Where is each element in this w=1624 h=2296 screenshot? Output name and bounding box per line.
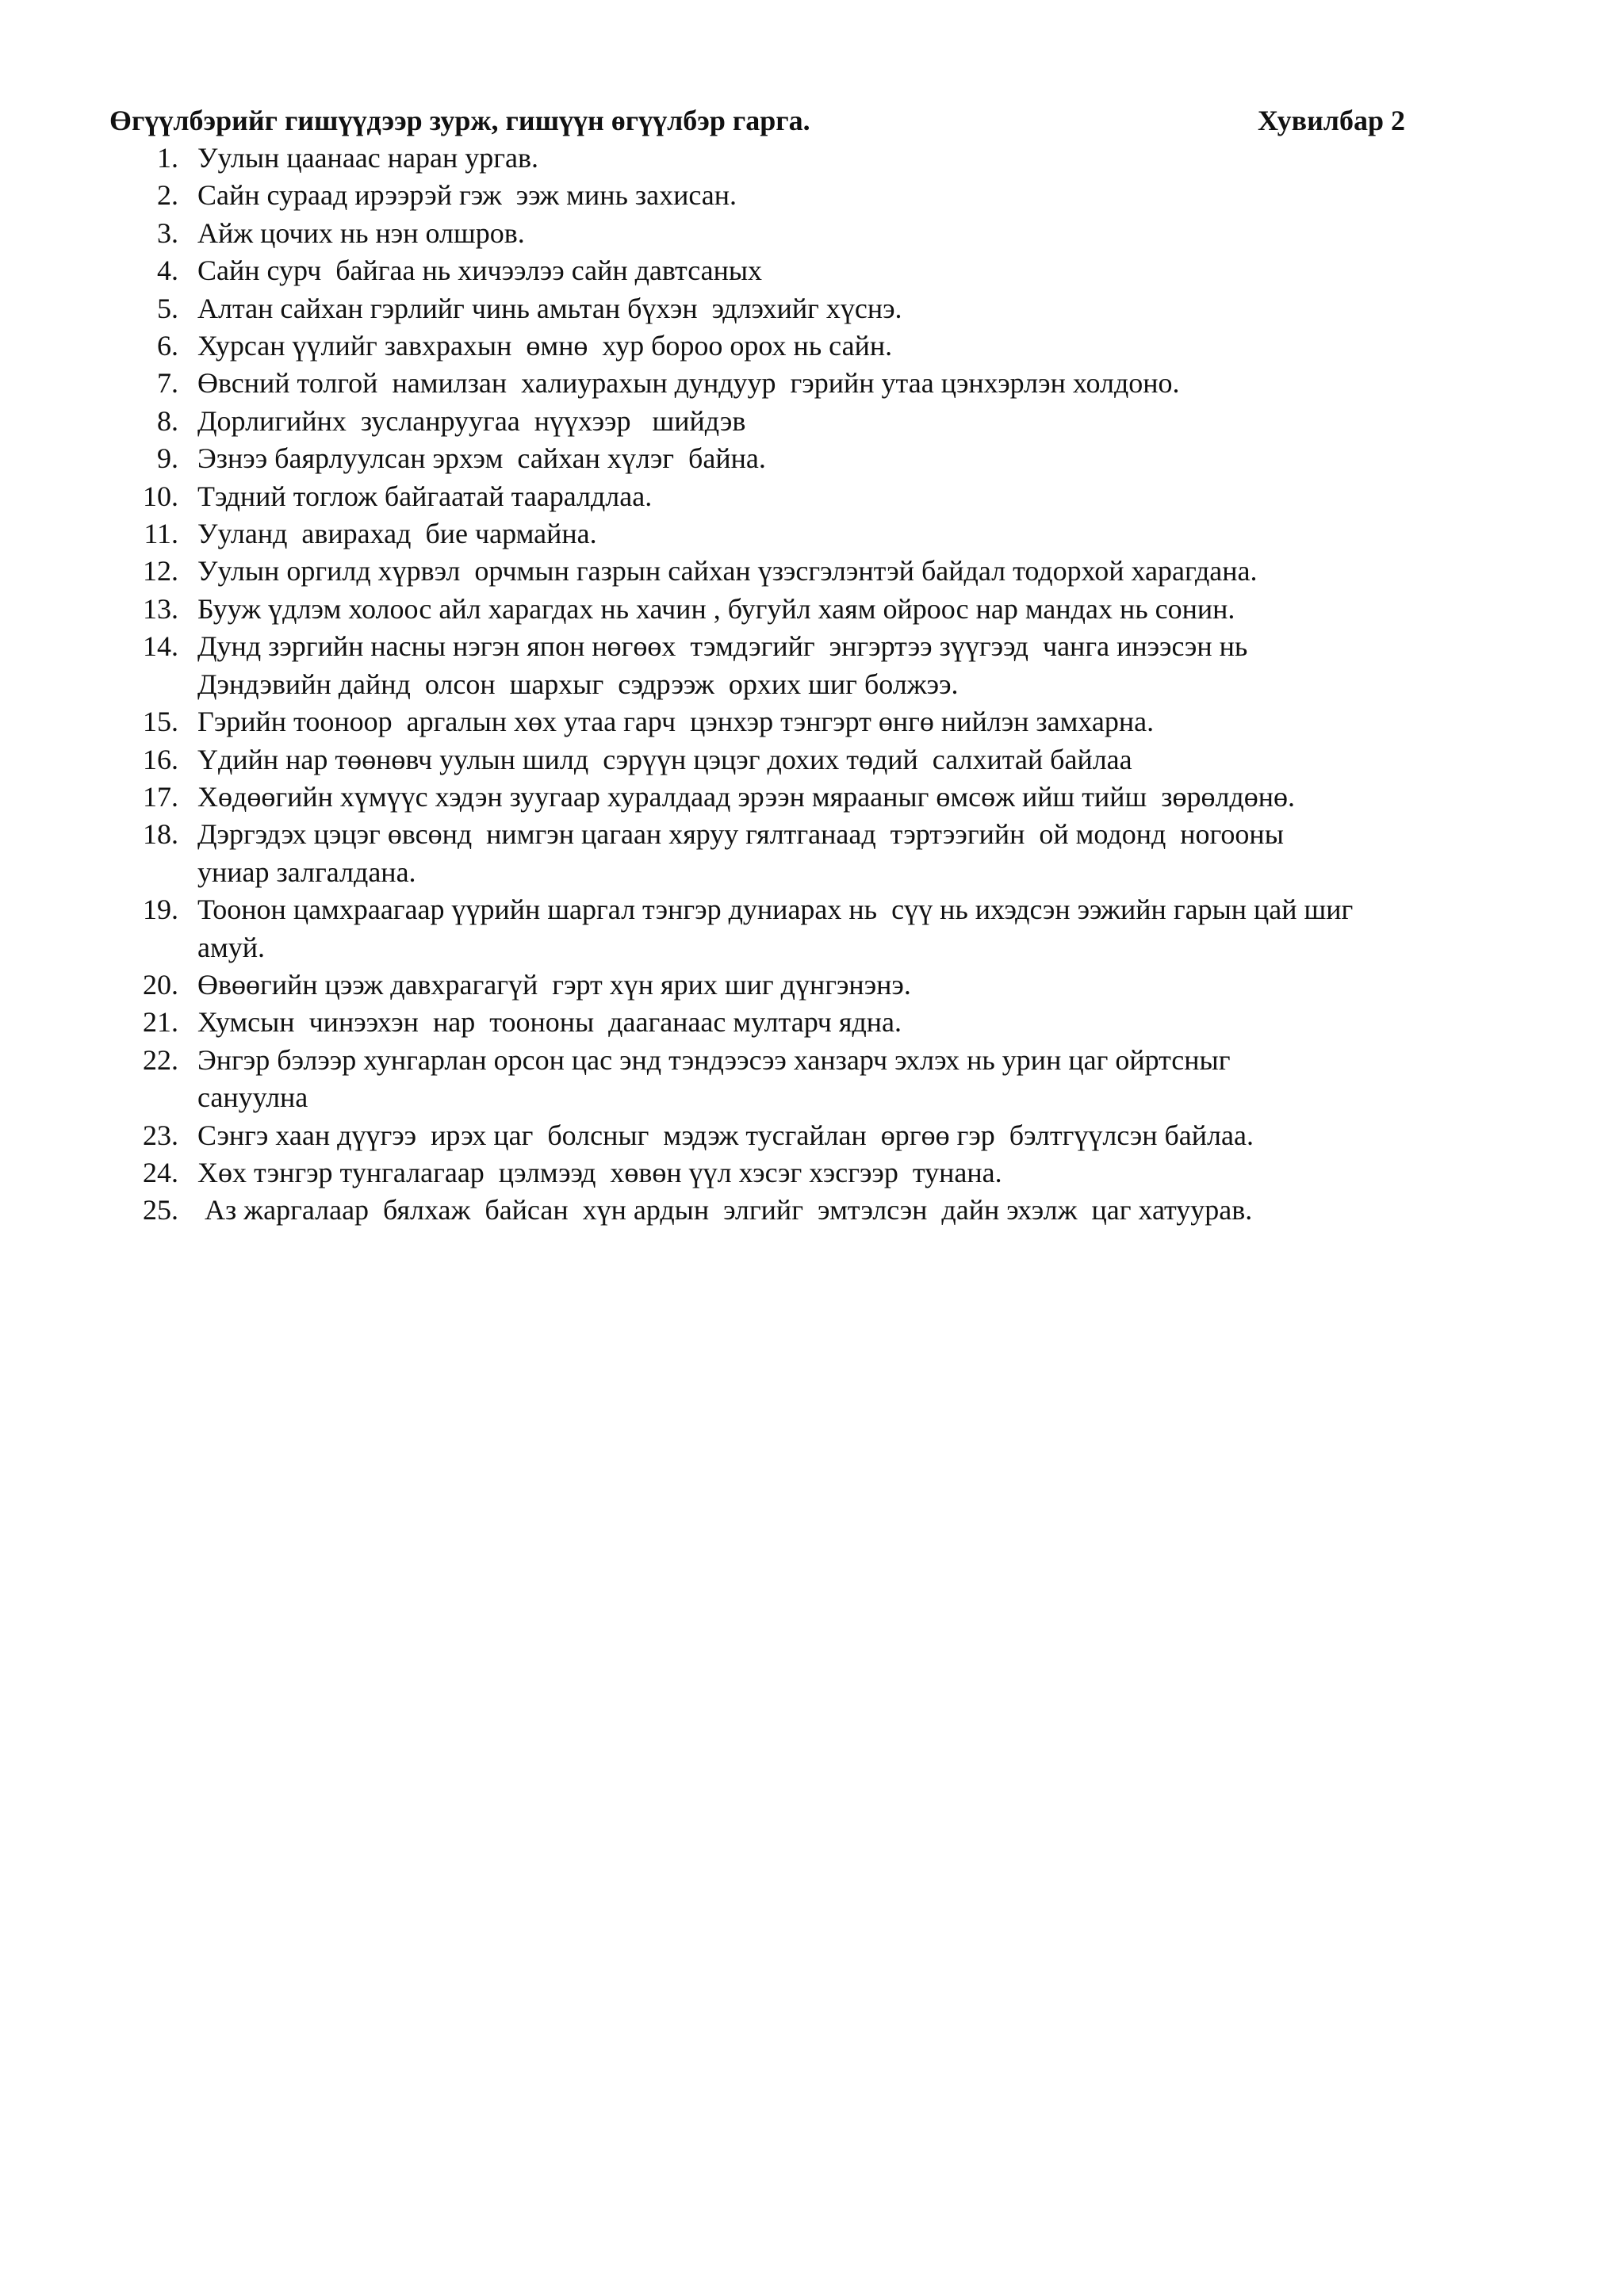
item-text: Сайн сураад ирээрэй гэж ээж минь захисан. (197, 179, 737, 212)
item-text: сануулна (197, 1081, 308, 1114)
item-text: Хурсан үүлийг завхрахын өмнө хур бороо орох нь сайн. (197, 330, 893, 362)
item-text: Уулын оргилд хүрвэл орчмын газрын сайхан үзэсгэлэнтэй байдал тодорхой харагдана. (197, 555, 1258, 587)
variant-label: Хувилбар 2 (1258, 105, 1406, 136)
item-number: 2. (157, 179, 178, 212)
item-text: Ууланд авирахад бие чармайна. (197, 518, 597, 550)
item-number: 12. (143, 555, 178, 587)
item-text: Хумсын чинээхэн нар тоононы дааганаас мултарч ядна. (197, 1006, 902, 1039)
item-number: 18. (143, 818, 178, 851)
list-item (0, 1004, 1624, 1041)
item-number: 8. (157, 404, 178, 437)
item-text: Энгэр бэлээр хунгарлан орсон цас энд тэндээсээ ханзарч эхлэх нь урин цаг ойртсныг (197, 1043, 1231, 1076)
item-number: 4. (157, 254, 178, 287)
item-text: Хөх тэнгэр тунгалагаар цэлмээд хөвөн үүл хэсэг хэсгээр тунана. (197, 1156, 1002, 1188)
item-number: 15. (143, 706, 178, 738)
item-text: Сэнгэ хаан дүүгээ ирэх цаг болсныг мэдэж тусгайлан өргөө гэр бэлтгүүлсэн байлаа. (197, 1119, 1254, 1151)
item-number: 16. (143, 743, 178, 775)
list-item (0, 1117, 1624, 1154)
item-text: Дунд зэргийн насны нэгэн япон нөгөөх тэмдэгийг энгэртээ зүүгээд чанга инээсэн нь (197, 630, 1248, 663)
item-text: Дэргэдэх цэцэг өвсөнд нимгэн цагаан хяруу гялтганаад тэртээгийн ой модонд ногооны (197, 818, 1284, 851)
list-item (0, 515, 1624, 553)
worksheet-header (109, 101, 1442, 140)
list-item (0, 290, 1624, 327)
item-text: Өвөөгийн цээж давхрагагүй гэрт хүн ярих шиг дүнгэнэнэ. (197, 968, 911, 1001)
list-item (0, 816, 1624, 891)
item-text: Аз жаргалаар бялхаж байсан хүн ардын элгийг эмтэлсэн дайн эхэлж цаг хатуурав. (197, 1194, 1253, 1226)
list-item (0, 966, 1624, 1004)
item-text: Гэрийн тооноор аргалын хөх утаа гарч цэнхэр тэнгэрт өнгө нийлэн замхарна. (197, 706, 1155, 738)
item-number: 13. (143, 592, 178, 625)
item-text: Эзнээ баярлуулсан эрхэм сайхан хүлэг байна. (197, 442, 766, 475)
item-text: Дэндэвийн дайнд олсон шархыг сэдрээж орхих шиг болжээ. (197, 668, 959, 700)
list-item (0, 403, 1624, 440)
list-item (0, 1042, 1624, 1117)
list-item (0, 891, 1624, 966)
item-text: Тэдний тоглож байгаатай тааралдлаа. (197, 480, 653, 512)
list-item (0, 741, 1624, 779)
item-text: Үдийн нар төөнөвч уулын шилд сэрүүн цэцэг дохих төдий салхитай байлаа (197, 743, 1132, 775)
list-item (0, 440, 1624, 477)
list-item (0, 478, 1624, 515)
worksheet-title: Өгүүлбэрийг гишүүдээр зурж, гишүүн өгүүлбэр гарга. (109, 105, 810, 136)
item-number: 9. (157, 442, 178, 475)
list-item (0, 365, 1624, 402)
item-text: амуй. (197, 931, 266, 963)
item-text: Уулын цаанаас наран ургав. (197, 142, 538, 174)
list-item (0, 177, 1624, 214)
list-item (0, 252, 1624, 289)
list-item (0, 628, 1624, 703)
item-number: 22. (143, 1043, 178, 1076)
list-item (0, 140, 1624, 177)
list-item (0, 1154, 1624, 1192)
item-text: Тоонон цамхраагаар үүрийн шаргал тэнгэр дуниарах нь сүү нь ихэдсэн ээжийн гарын цай шиг (197, 894, 1354, 926)
list-item (0, 779, 1624, 816)
item-number: 10. (143, 480, 178, 512)
item-number: 25. (143, 1194, 178, 1226)
item-number: 19. (143, 894, 178, 926)
item-text: униар залгалдана. (197, 855, 416, 888)
item-text: Өвсний толгой намилзан халиурахын дундуур гэрийн утаа цэнхэрлэн холдоно. (197, 367, 1180, 400)
list-item (0, 553, 1624, 590)
item-text: Алтан сайхан гэрлийг чинь амьтан бүхэн эдлэхийг хүснэ. (197, 292, 902, 324)
item-text: Айж цочих нь нэн олшров. (197, 216, 525, 249)
list-item (0, 591, 1624, 628)
item-number: 17. (143, 780, 178, 813)
item-text: Сайн сурч байгаа нь хичээлээ сайн давтсаных (197, 254, 763, 287)
item-number: 11. (144, 518, 178, 550)
item-number: 20. (143, 968, 178, 1001)
list-item (0, 327, 1624, 365)
list-item (0, 1192, 1624, 1229)
item-text: Дорлигийнх зусланруугаа нүүхээр шийдэв (197, 404, 746, 437)
item-number: 1. (157, 142, 178, 174)
item-number: 3. (157, 216, 178, 249)
list-item (0, 215, 1624, 252)
list-item (0, 703, 1624, 740)
item-number: 14. (143, 630, 178, 663)
item-text: Хөдөөгийн хүмүүс хэдэн зуугаар хуралдаад эрээн мярааныг өмсөж ийш тийш зөрөлдөнө. (197, 780, 1296, 813)
item-text: Бууж үдлэм холоос айл харагдах нь хачин , бугуйл хаям ойроос нар мандах нь сонин. (197, 592, 1235, 625)
item-number: 7. (157, 367, 178, 400)
item-number: 5. (157, 292, 178, 324)
item-number: 24. (143, 1156, 178, 1188)
sentence-list (0, 140, 1624, 1230)
item-number: 23. (143, 1119, 178, 1151)
item-number: 6. (157, 330, 178, 362)
item-number: 21. (143, 1006, 178, 1039)
